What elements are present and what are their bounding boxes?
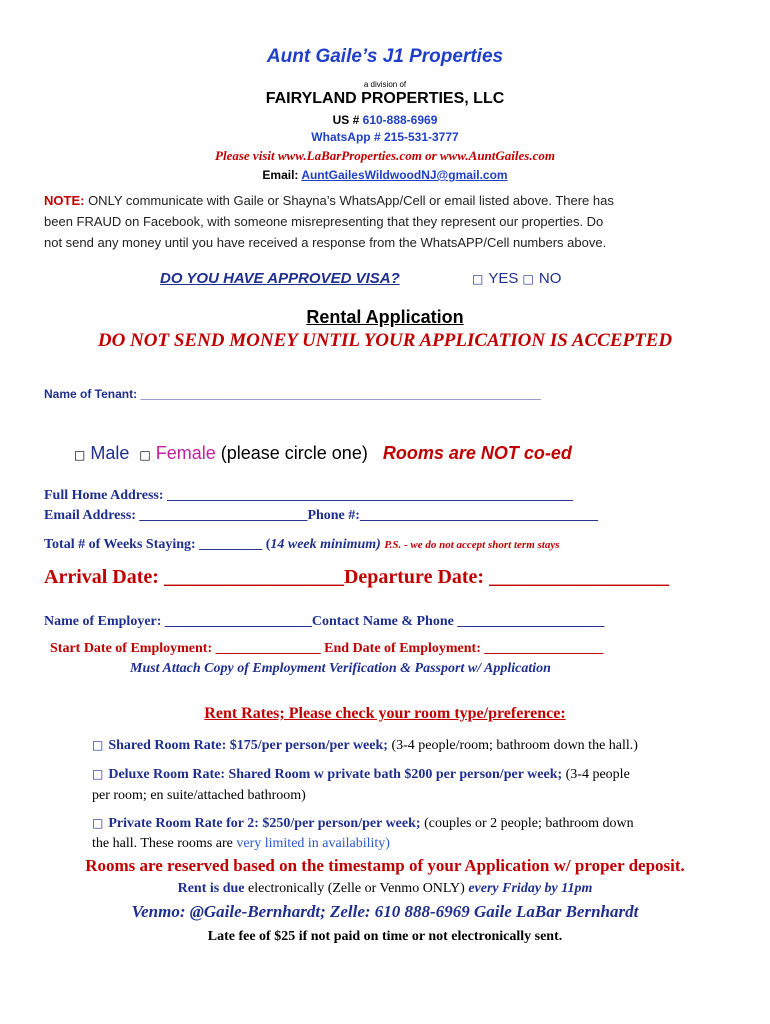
employer-field[interactable]: Name of Employer: _____________________Contact Name & Phone _____________________	[44, 614, 605, 629]
private-room-details-line-2	[92, 836, 390, 852]
coed-warning: Rooms are NOT co-ed	[382, 443, 572, 463]
fraud-note	[44, 190, 614, 253]
phone-field[interactable]: __________________________________	[359, 508, 598, 523]
payment-method-text: electronically (Zelle or Venmo ONLY)	[244, 881, 469, 896]
deluxe-room-checkbox[interactable]: □	[92, 767, 104, 781]
rental-application-title: Rental Application	[306, 307, 464, 327]
company-name: FAIRYLAND PROPERTIES, LLC	[265, 90, 505, 107]
payment-accounts: Venmo: @Gaile-Bernhardt; Zelle: 610 888-6969 Gaile LaBar Bernhardt	[131, 902, 639, 921]
email-link[interactable]: AuntGailesWildwoodNJ@gmail.com	[301, 168, 508, 182]
email-address-field[interactable]: Email Address: ________________________	[44, 508, 308, 523]
due-day-text: every Friday by 11pm	[468, 881, 593, 896]
deluxe-room-details-line-2: per room; en suite/attached bathroom)	[92, 788, 306, 803]
private-room-rate: Private Room Rate for 2: $250/per person/per week;	[108, 816, 421, 831]
female-checkbox[interactable]: □	[139, 448, 151, 462]
visa-options	[472, 270, 561, 287]
private-room-option	[92, 816, 634, 832]
rent-due-line	[0, 881, 770, 897]
shared-room-rate: Shared Room Rate: $175/per person/per week;	[108, 738, 388, 753]
deluxe-room-option	[92, 767, 630, 783]
rent-due-label: Rent is due	[177, 881, 245, 896]
note-line-3: not send any money until you have received a response from the WhatsAPP/Cell numbers above.	[44, 235, 607, 250]
deluxe-room-details: (3-4 people	[562, 767, 630, 782]
late-fee-notice: Late fee of $25 if not paid on time or not electronically sent.	[207, 929, 563, 944]
phone-label: Phone #:	[307, 508, 360, 523]
private-room-details: (couples or 2 people; bathroom down	[420, 816, 634, 831]
us-phone-line	[0, 113, 770, 127]
note-line-2: been FRAUD on Facebook, with someone misrepresenting that they represent our properties. Do	[44, 214, 604, 229]
start-date-field[interactable]: : _______________	[207, 641, 325, 656]
visa-no-checkbox[interactable]: □	[522, 272, 534, 286]
private-room-checkbox[interactable]: □	[92, 816, 104, 830]
private-room-hall-text: the hall. These rooms are	[92, 836, 237, 851]
male-label: Male	[90, 443, 130, 463]
note-line-1: ONLY communicate with Gaile or Shayna’s WhatsApp/Cell or email listed above. There has	[84, 193, 614, 208]
shared-room-checkbox[interactable]: □	[92, 738, 104, 752]
employment-dates-row	[50, 641, 603, 657]
weeks-field[interactable]: Total # of Weeks Staying: _________ (	[44, 537, 271, 552]
end-date-field[interactable]: End Date of Employment: _________________	[324, 641, 604, 656]
deluxe-room-rate: Deluxe Room Rate: Shared Room w private bath $200 per person/per week;	[108, 767, 563, 782]
shared-room-option	[92, 738, 638, 754]
page-title: Aunt Gaile’s J1 Properties	[266, 46, 504, 67]
visit-websites: Please visit www.LaBarProperties.com or www.AuntGailes.com	[215, 148, 555, 163]
visa-yes-label: YES	[488, 270, 519, 287]
attach-documents-note: Must Attach Copy of Employment Verification & Passport w/ Application	[130, 661, 551, 676]
weeks-minimum: 14 week minimum)	[270, 537, 385, 552]
arrival-date-field[interactable]: Arrival Date: __________________	[44, 566, 344, 588]
female-label: Female	[155, 443, 216, 463]
note-label: NOTE:	[44, 193, 85, 208]
weeks-row	[44, 537, 560, 553]
email-label: Email:	[262, 168, 302, 182]
division-text: a division of	[363, 80, 407, 89]
email-line	[0, 168, 770, 182]
private-room-availability: very limited in availability)	[236, 836, 390, 851]
shared-room-details: (3-4 people/room; bathroom down the hall.)	[387, 738, 638, 753]
visa-yes-checkbox[interactable]: □	[472, 272, 484, 286]
visa-no-label: NO	[538, 270, 562, 287]
circle-one-text: (please circle one)	[215, 443, 368, 463]
departure-date-field[interactable]: Departure Date: __________________	[343, 566, 670, 588]
rent-rates-heading: Rent Rates; Please check your room type/preference:	[204, 705, 566, 722]
contact-row	[44, 508, 598, 524]
no-money-warning: DO NOT SEND MONEY UNTIL YOUR APPLICATION IS ACCEPTED	[97, 330, 673, 351]
home-address-field[interactable]: Full Home Address: __________________________________________________________	[44, 488, 574, 503]
whatsapp-line: WhatsApp # 215-531-3777	[311, 130, 459, 144]
reservation-policy: Rooms are reserved based on the timestamp of your Application w/ proper deposit.	[85, 856, 685, 875]
short-term-note: P.S. - we do not accept short term stays	[384, 539, 560, 551]
tenant-name-field[interactable]: Name of Tenant: ____________________________________________________________	[44, 387, 541, 401]
us-phone-number: 610-888-6969	[362, 113, 438, 127]
dates-row	[44, 566, 669, 589]
male-checkbox[interactable]: □	[74, 448, 86, 462]
us-phone-label: US #	[332, 113, 363, 127]
visa-question: DO YOU HAVE APPROVED VISA?	[160, 270, 400, 287]
start-date-label: Start Date of Employment	[50, 641, 208, 656]
gender-row	[74, 443, 572, 464]
